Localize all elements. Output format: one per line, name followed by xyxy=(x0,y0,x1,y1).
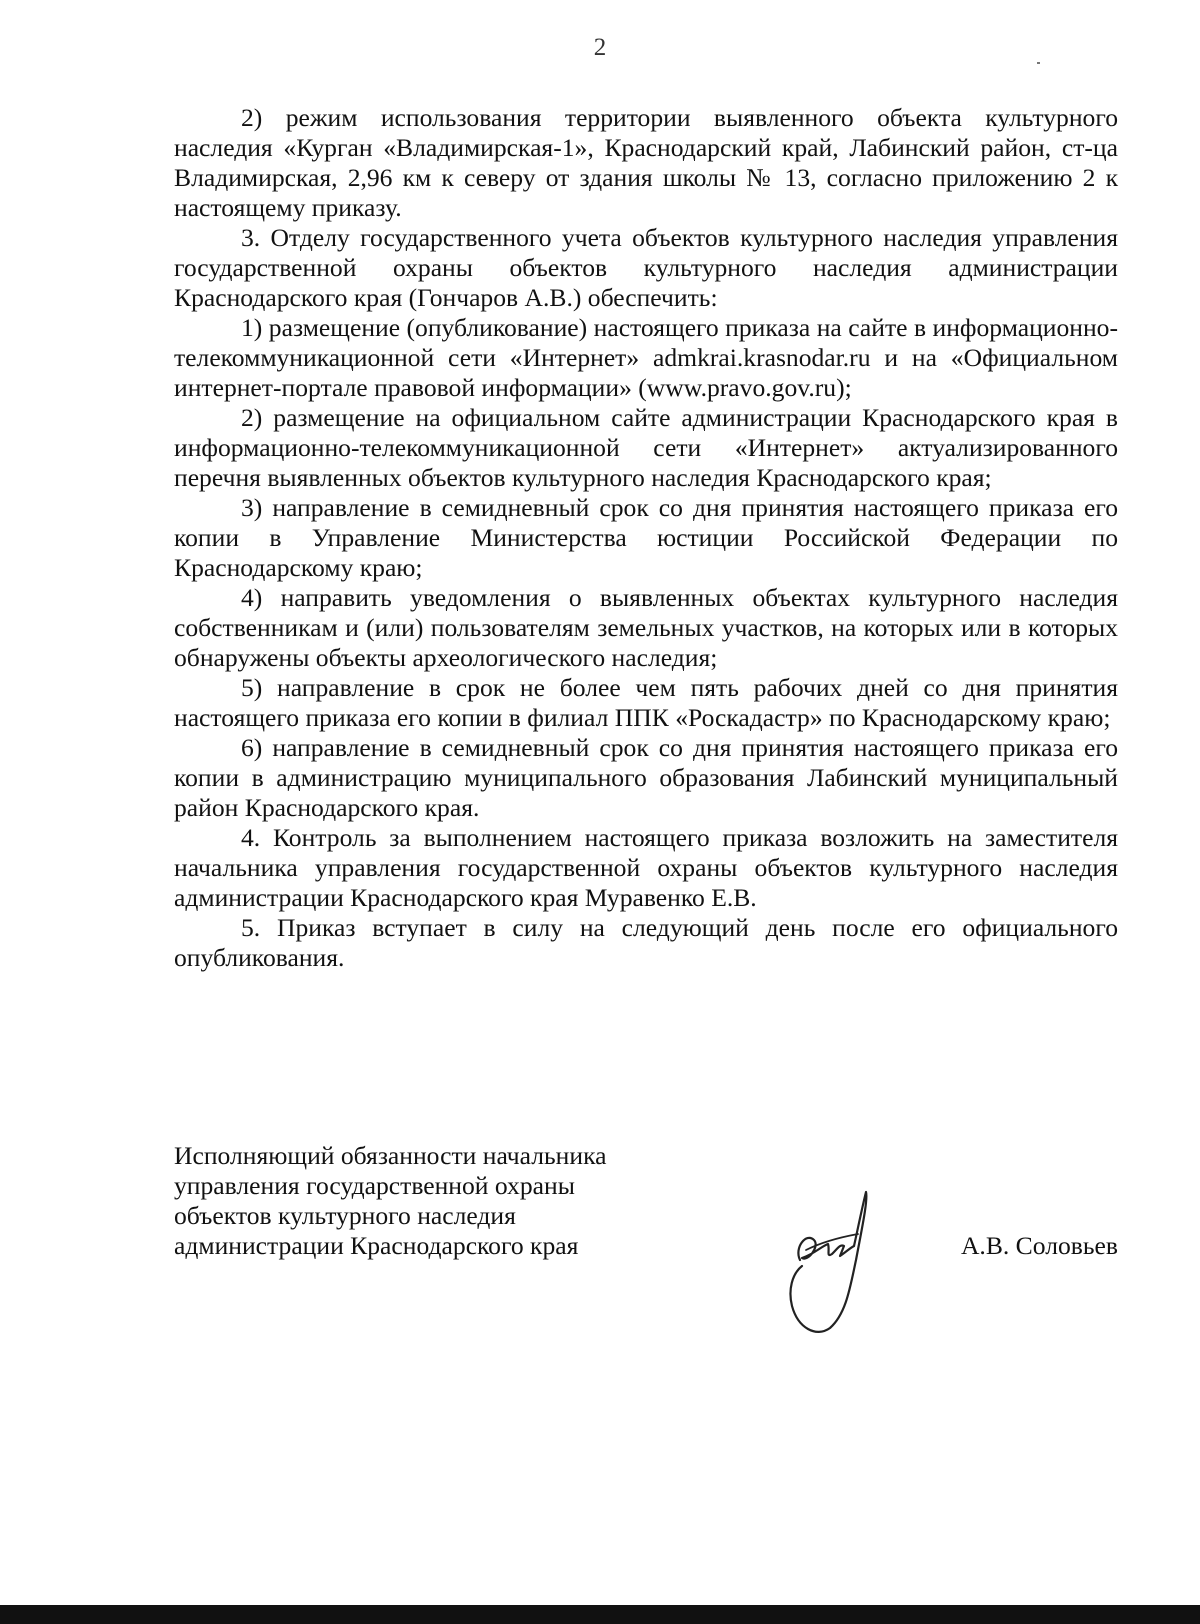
paragraph-3-4-notifications: 4) направить уведомления о выявленных объектах культурного наследия собственникам и (или) пользователям земельных участков, на которых или в которых обнаружены объекты археологического наследия; xyxy=(174,583,1118,672)
paragraph-3-5-roskadastr: 5) направление в срок не более чем пять рабочих дней со дня принятия настоящего приказа его копии в филиал ППК «Роскадастр» по Краснодарскому краю; xyxy=(174,673,1118,732)
handwritten-signature xyxy=(770,1188,880,1338)
paragraph-5-entry-into-force: 5. Приказ вступает в силу на следующий день после его официального опубликования. xyxy=(174,913,1118,972)
paragraph-4-control: 4. Контроль за выполнением настоящего приказа возложить на заместителя начальника управления государственной охраны объектов культурного наследия администрации Краснодарского края Муравенко Е.В. xyxy=(174,823,1118,912)
page-number: 2 xyxy=(593,34,607,61)
signatory-position-line: управления государственной охраны xyxy=(174,1171,575,1200)
signatory-position-line: администрации Краснодарского края xyxy=(174,1231,579,1260)
signatory-position xyxy=(174,1141,654,1261)
scan-edge-bar xyxy=(0,1605,1200,1624)
paragraph-3-6-municipal-administration: 6) направление в семидневный срок со дня принятия настоящего приказа его копии в администрацию муниципального образования Лабинский муниципальный район Краснодарского края. xyxy=(174,733,1118,822)
scan-speck xyxy=(1037,62,1040,64)
paragraph-3-3-ministry-justice: 3) направление в семидневный срок со дня принятия настоящего приказа его копии в Управление Министерства юстиции Российской Федерации по Краснодарскому краю; xyxy=(174,493,1118,582)
paragraph-3-1-publication: 1) размещение (опубликование) настоящего приказа на сайте в информационно-телекоммуникационной сети «Интернет» admkrai.krasnodar.ru и на «Официальном интернет-портале правовой информации» (www.pravo.gov.ru); xyxy=(174,313,1118,402)
signer-name: А.В. Соловьев xyxy=(960,1231,1118,1260)
paragraph-3-2-website-list: 2) размещение на официальном сайте администрации Краснодарского края в информационно-телекоммуникационной сети «Интернет» актуализированного перечня выявленных объектов культурного наследия Краснодарского края; xyxy=(174,403,1118,492)
signatory-position-line: Исполняющий обязанности начальника xyxy=(174,1141,607,1170)
signatory-position-line: объектов культурного наследия xyxy=(174,1201,516,1230)
document-body xyxy=(174,103,1118,973)
paragraph-2-usage-regime: 2) режим использования территории выявленного объекта культурного наследия «Курган «Владимирская-1», Краснодарский край, Лабинский район, ст-ца Владимирская, 2,96 км к северу от здания школы № 13, согласно приложению 2 к настоящему приказу. xyxy=(174,103,1118,222)
paragraph-3-department-duties: 3. Отделу государственного учета объектов культурного наследия управления государственной охраны объектов культурного наследия администрации Краснодарского края (Гончаров А.В.) обеспечить: xyxy=(174,223,1118,312)
